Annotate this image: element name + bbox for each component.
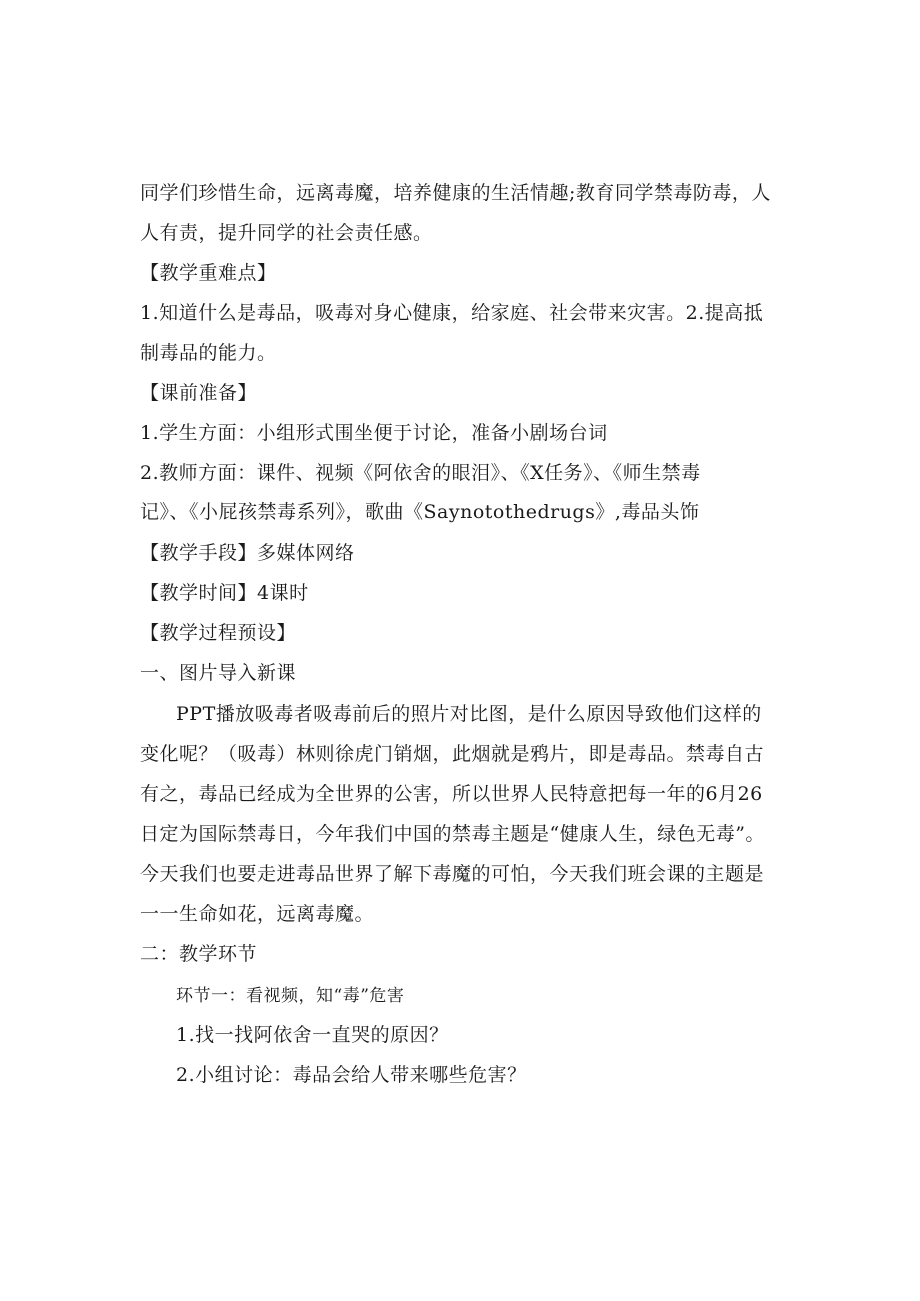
list-item: 2.小组讨论：毒品会给人带来哪些危害？ [176,1064,527,1086]
section-heading: 【教学过程预设】 [140,622,297,644]
paragraph-line: 变化呢？（吸毒）林则徐虎门销烟，此烟就是鸦片，即是毒品。禁毒自古 [140,743,765,765]
text-line: 1.学生方面：小组形式围坐便于讨论，准备小剧场台词 [140,422,608,444]
text-line: 2.教师方面：课件、视频《阿依舍的眼泪》、《X任务》、《师生禁毒 [140,462,701,484]
subsection-heading: 一、图片导入新课 [140,662,297,684]
section-heading: 【教学手段】多媒体网络 [140,542,355,564]
text-line: 记》、《小屁孩禁毒系列》，歌曲《Saynotothedrugs》,毒品头饰 [140,501,700,523]
paragraph-line: 日定为国际禁毒日，今年我们中国的禁毒主题是“健康人生，绿色无毒”。 [140,823,765,845]
text-line: 1.知道什么是毒品，吸毒对身心健康，给家庭、社会带来灾害。2.提高抵 [140,302,764,324]
section-heading: 【教学时间】4课时 [140,582,309,604]
subsection-heading: 二：教学环节 [140,943,258,965]
section-heading: 【课前准备】 [140,382,258,404]
text-line: 同学们珍惜生命，远离毒魔，培养健康的生活情趣;教育同学禁毒防毒，人 [140,182,771,204]
text-line: 人有责，提升同学的社会责任感。 [140,222,433,244]
text-line: 制毒品的能力。 [140,342,277,364]
step-heading: 环节一：看视频，知“毒”危害 [176,986,405,1006]
paragraph-line: 今天我们也要走进毒品世界了解下毒魔的可怕，今天我们班会课的主题是 [140,863,765,885]
paragraph-line: PPT播放吸毒者吸毒前后的照片对比图，是什么原因导致他们这样的 [176,703,762,725]
section-heading: 【教学重难点】 [140,262,277,284]
paragraph-line: 有之，毒品已经成为全世界的公害，所以世界人民特意把每一年的6月26 [140,783,763,805]
list-item: 1.找一找阿依舍一直哭的原因？ [176,1024,449,1046]
paragraph-line: 一一生命如花，远离毒魔。 [140,903,375,925]
